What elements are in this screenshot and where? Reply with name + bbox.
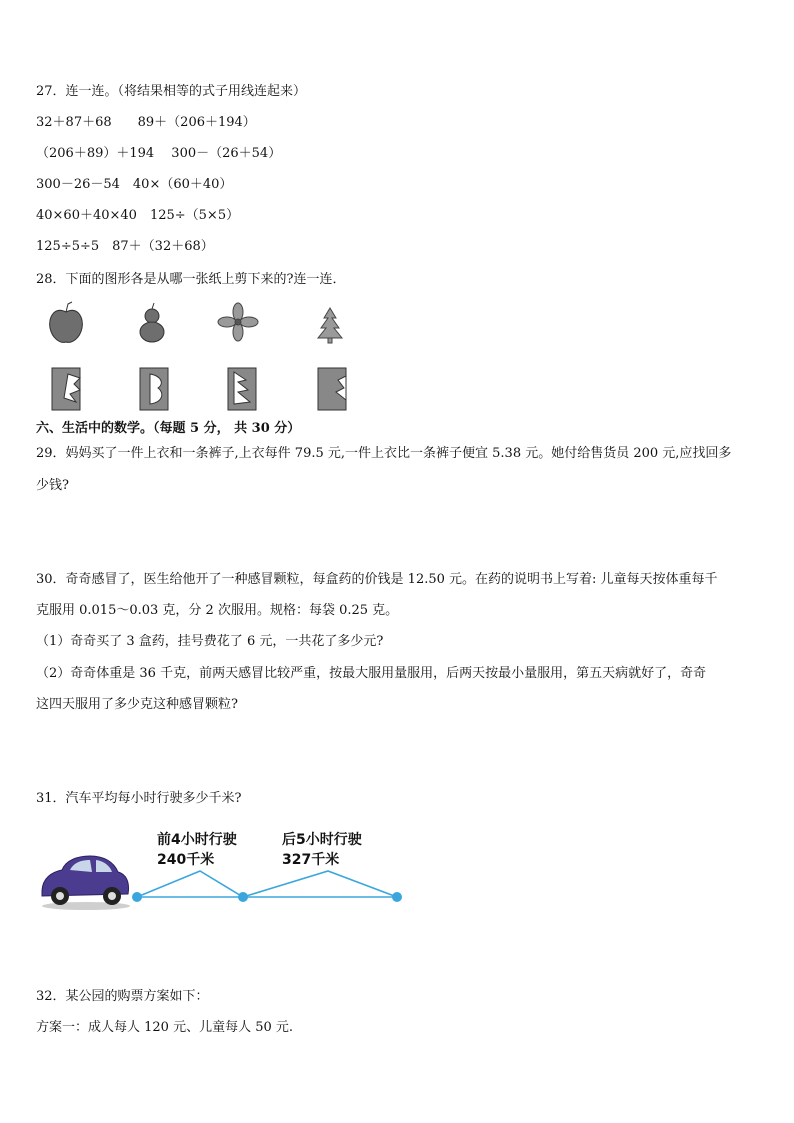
q27-row-1: 32＋87＋68 89＋（206＋194） — [36, 115, 256, 130]
q27-row-4: 40×60＋40×40 125÷（5×5） — [36, 208, 240, 223]
section6-title: 六、生活中的数学。（每题 5 分， 共 30 分） — [36, 421, 301, 436]
q30-line-2: 克服用 0.015～0.03 克，分 2 次服用。规格：每袋 0.25 克。 — [36, 603, 399, 618]
q27-row-2: （206＋89）＋194 300－（26＋54） — [36, 146, 282, 161]
route-end-point — [392, 892, 402, 902]
q30-sub-1: （1）奇奇买了 3 盒药，挂号费花了 6 元，一共花了多少元? — [36, 634, 384, 649]
q29-line-1: 29．妈妈买了一件上衣和一条裤子,上衣每件 79.5 元,一件上衣比一条裤子便宜 5.38 元。她付给售货员 200 元,应找回多 — [36, 446, 732, 461]
q27-title: 27．连一连。（将结果相等的式子用线连起来） — [36, 84, 307, 99]
q27-row-3: 300－26－54 40×（60＋40） — [36, 177, 233, 192]
q27-row-5: 125÷5÷5 87＋（32＋68） — [36, 239, 214, 254]
q30-sub-2-line-2: 这四天服用了多少克这种感冒颗粒? — [36, 697, 238, 712]
q29-line-2: 少钱? — [36, 478, 69, 493]
q31-title: 31．汽车平均每小时行驶多少千米? — [36, 791, 242, 806]
q31-segment-2-time: 后5小时行驶 — [282, 832, 362, 848]
route-start-point — [132, 892, 142, 902]
car-icon — [42, 856, 130, 910]
q28-title: 28．下面的图形各是从哪一张纸上剪下来的?连一连． — [36, 272, 346, 287]
q30-sub-2-line-1: （2）奇奇体重是 36 千克，前两天感冒比较严重，按最大服用量服用，后两天按最小量服用，第五天病就好了，奇奇 — [36, 666, 707, 681]
q31-segment-1-distance: 240千米 — [157, 852, 215, 868]
q32-plan-1: 方案一：成人每人 120 元、儿童每人 50 元. — [36, 1020, 294, 1035]
q31-segment-2-distance: 327千米 — [282, 852, 340, 868]
route-line — [137, 871, 397, 897]
q32-title: 32．某公园的购票方案如下： — [36, 989, 209, 1004]
route-mid-point — [238, 892, 248, 902]
q30-line-1: 30．奇奇感冒了，医生给他开了一种感冒颗粒，每盒药的价钱是 12.50 元。在药的说明书上写着: 儿童每天按体重每千 — [36, 572, 718, 587]
q31-segment-1-time: 前4小时行驶 — [157, 832, 237, 848]
